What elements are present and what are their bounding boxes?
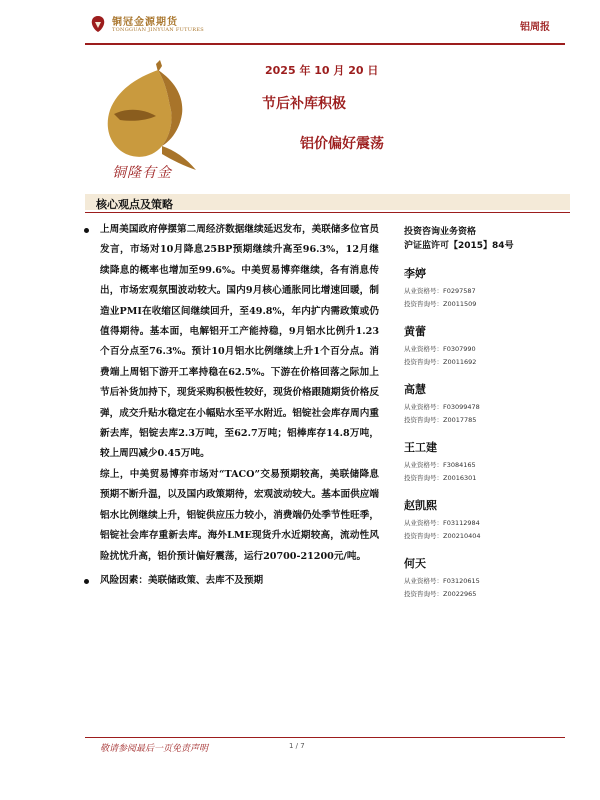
brand-name: 铜冠金源期货	[112, 17, 178, 28]
analyst-column	[404, 225, 564, 601]
analyst-card	[404, 497, 564, 543]
bullet-icon	[84, 579, 89, 584]
report-title-line2: 铝价偏好震荡	[300, 136, 384, 152]
analyst-name: 高慧	[404, 383, 426, 396]
analyst-card	[404, 555, 564, 601]
core-views-text	[84, 220, 379, 591]
analyst-qualification: 从业资格号：F0307990	[404, 345, 476, 353]
brand-subtitle: TONGGUAN JINYUAN FUTURES	[112, 27, 204, 33]
analyst-name: 赵凯熙	[404, 499, 437, 512]
section-title: 核心观点及策略	[96, 198, 173, 211]
paragraph: 上周美国政府停摆第二周经济数据继续延迟发布，美联储多位官员发言，市场对10月降息25BP预期继续升高至96.3%，12月继续降息的概率也增加至99.6%。中美贸易博弈继续，各有消息传出，市场宏观氛围波动较大。国内9月核心通胀同比增速回暖，制造业PMI在收缩区间继续回升，至49.8%，年内扩内需政策或仍值得期待。基本面，电解铝开工产能持稳，9月铝水比例升1.23个百分点至76.3%。预计10月铝水比例继续上升1个百分点。消费端上周铝下游开工率持稳在62.5%。下游在价格回落之际加上节后补货加持下，现货采购积极性较好，现货价格跟随期货价格反弹，成交升贴水稳定在小幅贴水至平水附近。铝锭社会库存周内重新去库，铝锭去库2.3万吨，至62.7万吨；铝棒库存14.8万吨，较上周四减少0.45万吨。	[100, 224, 379, 460]
credential-license: 沪证监许可【2015】84号	[404, 241, 514, 251]
page-number: 1 / 7	[289, 742, 305, 750]
analyst-qualification: 从业资格号：F03099478	[404, 403, 480, 411]
analyst-qualification: 从业资格号：F03120615	[404, 577, 480, 585]
analyst-name: 李婷	[404, 267, 426, 280]
analyst-card	[404, 381, 564, 427]
analyst-qualification: 从业资格号：F0297587	[404, 287, 476, 295]
analyst-consult-id: 投资咨询号：Z0016301	[404, 474, 477, 482]
analyst-name: 黄蕾	[404, 325, 426, 338]
analyst-qualification: 从业资格号：F03112984	[404, 519, 480, 527]
analyst-card	[404, 265, 564, 311]
brand-slogan: 铜隆有金	[112, 165, 172, 181]
analyst-card	[404, 439, 564, 485]
bullet-item	[84, 571, 379, 591]
paragraph: 风险因素：美联储政策、去库不及预期	[100, 574, 264, 586]
report-date: 2025 年 10 月 20 日	[265, 64, 379, 77]
analyst-consult-id: 投资咨询号：Z0017785	[404, 416, 477, 424]
bullet-icon	[84, 228, 89, 233]
credential-line: 投资咨询业务资格	[404, 227, 477, 237]
paragraph: 综上，中美贸易博弈市场对“TACO”交易预期较高，美联储降息预期不断升温，以及国内政策期待，宏观波动较大。基本面供应端铝水比例继续上升，铝锭供应压力较小，消费端仍处季节性旺季，铝锭社会库存重新去库。海外LME现货升水近期较高，流动性风险扰忧升高，铝价预计偏好震荡，运行20700-21200元/吨。	[100, 468, 379, 562]
company-logo-icon	[88, 14, 108, 34]
analyst-consult-id: 投资咨询号：Z0011692	[404, 358, 477, 366]
analyst-consult-id: 投资咨询号：Z0022965	[404, 590, 477, 598]
report-title-line1: 节后补库积极	[262, 96, 346, 112]
footer-divider	[85, 737, 565, 738]
analyst-name: 王工建	[404, 441, 437, 454]
analyst-qualification: 从业资格号：F3084165	[404, 461, 476, 469]
report-type-label: 铝周报	[520, 22, 550, 33]
analyst-consult-id: 投资咨询号：Z00210404	[404, 532, 481, 540]
section-divider	[85, 212, 570, 213]
bullet-item	[84, 220, 379, 567]
analyst-name: 何天	[404, 557, 426, 570]
header-divider	[85, 43, 565, 45]
disclaimer-link[interactable]: 敬请参阅最后一页免责声明	[100, 744, 209, 754]
analyst-consult-id: 投资咨询号：Z0011509	[404, 300, 477, 308]
analyst-card	[404, 323, 564, 369]
